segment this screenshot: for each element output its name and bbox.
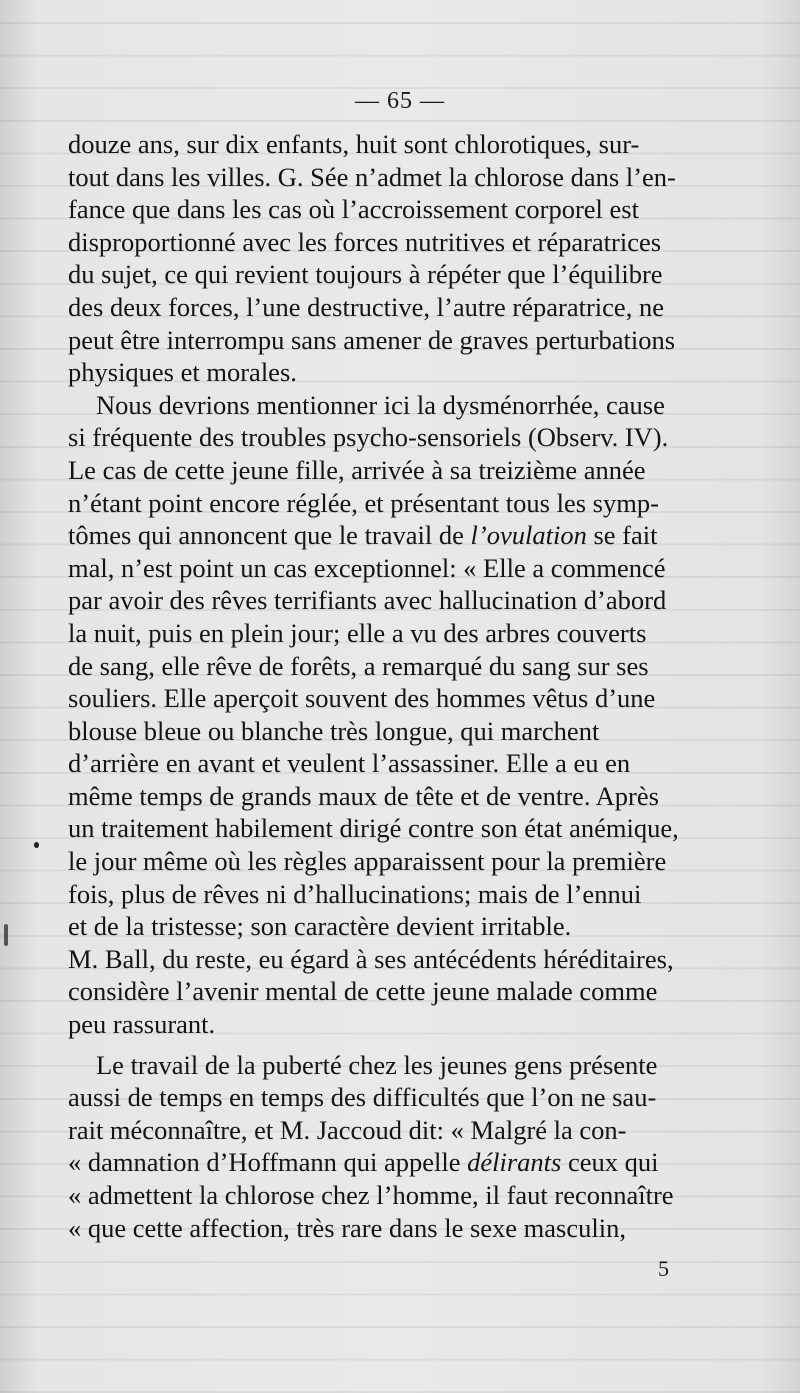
text-line: considère l’avenir mental de cette jeune malade comme <box>68 976 658 1007</box>
text-line: Nous devrions mentionner ici la dysménorrhée, cause <box>96 389 665 420</box>
text-line <box>68 1146 716 1179</box>
text-line <box>68 519 716 552</box>
text-line: souliers. Elle aperçoit souvent des hommes vêtus d’une <box>68 683 656 714</box>
paragraph-1 <box>68 128 716 389</box>
text-line: fance que dans les cas où l’accroissement corporel est <box>68 194 639 225</box>
text-line: mal, n’est point un cas exceptionnel: « Elle a commencé <box>68 552 666 583</box>
text-line: du sujet, ce qui revient toujours à répéter que l’équilibre <box>68 259 663 290</box>
text-run: se fait <box>586 520 658 551</box>
italic-term: l’ovulation <box>470 520 587 551</box>
text-line: si fréquente des troubles psycho-sensoriels (Observ. IV). <box>68 422 669 453</box>
text-line: d’arrière en avant et veulent l’assassiner. Elle a eu en <box>68 748 631 779</box>
text-run: ceux qui <box>561 1147 659 1178</box>
page-number: — 65 — <box>355 88 445 114</box>
paragraph-2 <box>68 389 716 1041</box>
text-line: des deux forces, l’une destructive, l’autre réparatrice, ne <box>68 291 664 322</box>
text-line: le jour même où les règles apparaissent pour la première <box>68 846 667 877</box>
text-line: Le cas de cette jeune fille, arrivée à sa treizième année <box>68 454 646 485</box>
text-line: n’étant point encore réglée, et présentant tous les symp- <box>68 487 659 518</box>
text-line: « que cette affection, très rare dans le sexe masculin, <box>68 1212 626 1243</box>
text-line: de sang, elle rêve de forêts, a remarqué du sang sur ses <box>68 650 649 681</box>
text-line: fois, plus de rêves ni d’hallucinations; mais de l’ennui <box>68 878 642 909</box>
text-line: blouse bleue ou blanche très longue, qui marchent <box>68 715 600 746</box>
text-line: tout dans les villes. G. Sée n’admet la chlorose dans l’en- <box>68 161 676 192</box>
text-line: physiques et morales. <box>68 357 297 388</box>
text-line: M. Ball, du reste, eu égard à ses antécédents héréditaires, <box>68 943 674 974</box>
ink-speck <box>4 924 8 946</box>
text-line: Le travail de la puberté chez les jeunes gens présente <box>96 1049 658 1080</box>
text-line: aussi de temps en temps des difficultés que l’on ne sau- <box>68 1082 657 1113</box>
body-text <box>68 128 716 1244</box>
text-line: peut être interrompu sans amener de graves perturbations <box>68 324 676 355</box>
text-run: « damnation d’Hoffmann qui appelle <box>68 1147 468 1178</box>
text-line: disproportionné avec les forces nutritives et réparatrices <box>68 226 662 257</box>
text-line: la nuit, puis en plein jour; elle a vu des arbres couverts <box>68 617 647 648</box>
text-line: et de la tristesse; son caractère devient irritable. <box>68 911 572 942</box>
paragraph-3 <box>68 1049 716 1245</box>
ink-speck <box>34 842 39 848</box>
text-line: rait méconnaître, et M. Jaccoud dit: « Malgré la con- <box>68 1114 627 1145</box>
text-line: par avoir des rêves terrifiants avec hallucination d’abord <box>68 585 667 616</box>
text-run: tômes qui annoncent que le travail de <box>68 520 471 551</box>
text-line: peu rassurant. <box>68 1009 216 1040</box>
text-line: « admettent la chlorose chez l’homme, il faut reconnaître <box>68 1180 674 1210</box>
text-line: douze ans, sur dix enfants, huit sont chlorotiques, sur- <box>68 129 640 159</box>
text-line: un traitement habilement dirigé contre son état anémique, <box>68 813 679 844</box>
italic-term: délirants <box>467 1147 562 1178</box>
signature-mark: 5 <box>658 1256 669 1281</box>
text-line: même temps de grands maux de tête et de ventre. Après <box>68 780 659 811</box>
